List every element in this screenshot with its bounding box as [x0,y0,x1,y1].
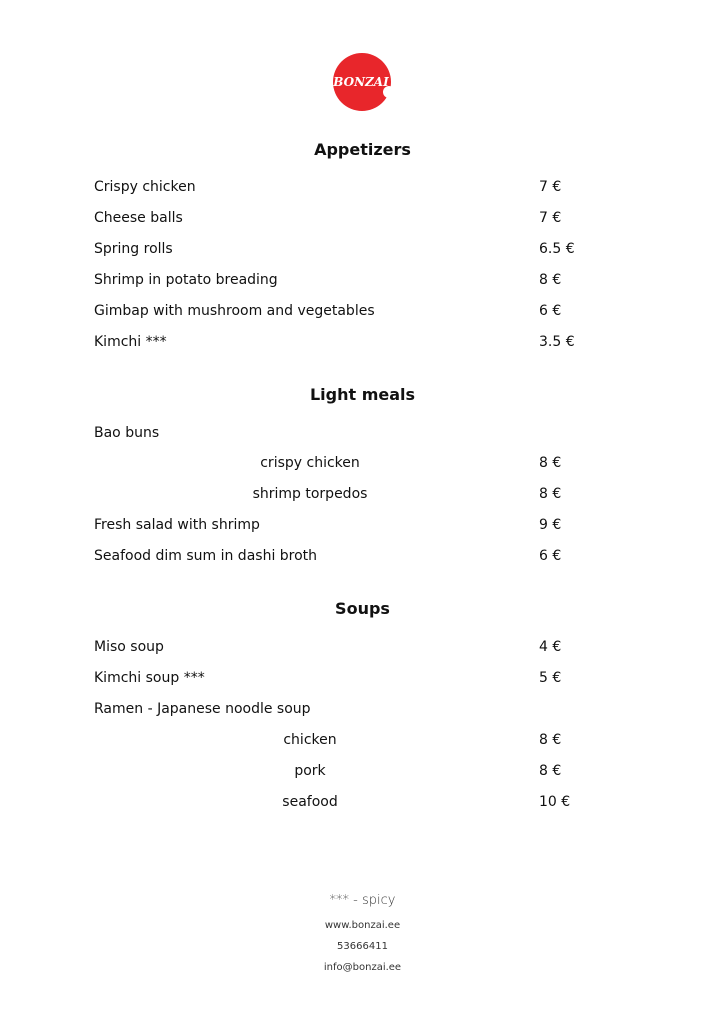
menu-item [0,177,725,197]
menu-item [0,668,725,688]
phone-number: 53666411 [337,941,388,952]
item-name: crispy chicken [260,455,360,471]
item-name: Seafood dim sum in dashi broth [94,548,318,564]
item-price: 7 € [539,179,562,195]
item-price: 10 € [539,794,571,810]
item-price: 8 € [539,455,562,471]
item-price: 3.5 € [539,334,575,350]
logo-graphic [332,52,392,112]
item-name: Ramen - Japanese noodle soup [94,701,311,717]
item-name: Spring rolls [94,241,173,257]
section-title-appetizers: Appetizers [314,140,411,159]
item-price: 5 € [539,670,562,686]
item-price: 6 € [539,548,562,564]
menu-item [0,546,725,566]
item-price: 6.5 € [539,241,575,257]
website-link[interactable]: www.bonzai.ee [324,920,401,931]
item-price: 9 € [539,517,562,533]
item-price: 8 € [539,272,562,288]
menu-item [0,332,725,352]
logo-text: BONZAI [333,75,389,89]
section-title-soups: Soups [335,599,390,618]
menu-item [0,699,725,719]
item-name: Crispy chicken [94,179,196,195]
item-name: Kimchi soup *** [94,670,205,686]
item-name: pork [294,763,326,779]
item-name: Shrimp in potato breading [94,272,278,288]
menu-item [0,270,725,290]
item-name: Cheese balls [94,210,183,226]
email-link[interactable]: info@bonzai.ee [323,962,402,973]
item-name: seafood [282,794,338,810]
item-price: 8 € [539,486,562,502]
menu-item [0,239,725,259]
bonzai-logo [332,52,392,112]
menu-item [0,301,725,321]
item-name: Miso soup [94,639,164,655]
item-price: 4 € [539,639,562,655]
spicy-legend: *** - spicy [329,893,396,908]
item-price: 8 € [539,763,562,779]
menu-item [0,423,725,443]
menu-item [0,208,725,228]
menu-item [0,637,725,657]
menu-subitem [0,792,725,812]
menu-subitem [0,453,725,473]
menu-item [0,515,725,535]
item-price: 7 € [539,210,562,226]
item-name: Fresh salad with shrimp [94,517,260,533]
section-title-light-meals: Light meals [309,385,416,404]
menu-subitem [0,730,725,750]
item-name: Kimchi *** [94,334,167,350]
item-price: 8 € [539,732,562,748]
menu-subitem [0,484,725,504]
menu-subitem [0,761,725,781]
item-name: Bao buns [94,425,160,441]
item-name: chicken [283,732,337,748]
item-price: 6 € [539,303,562,319]
item-name: Gimbap with mushroom and vegetables [94,303,375,319]
item-name: shrimp torpedos [252,486,368,502]
